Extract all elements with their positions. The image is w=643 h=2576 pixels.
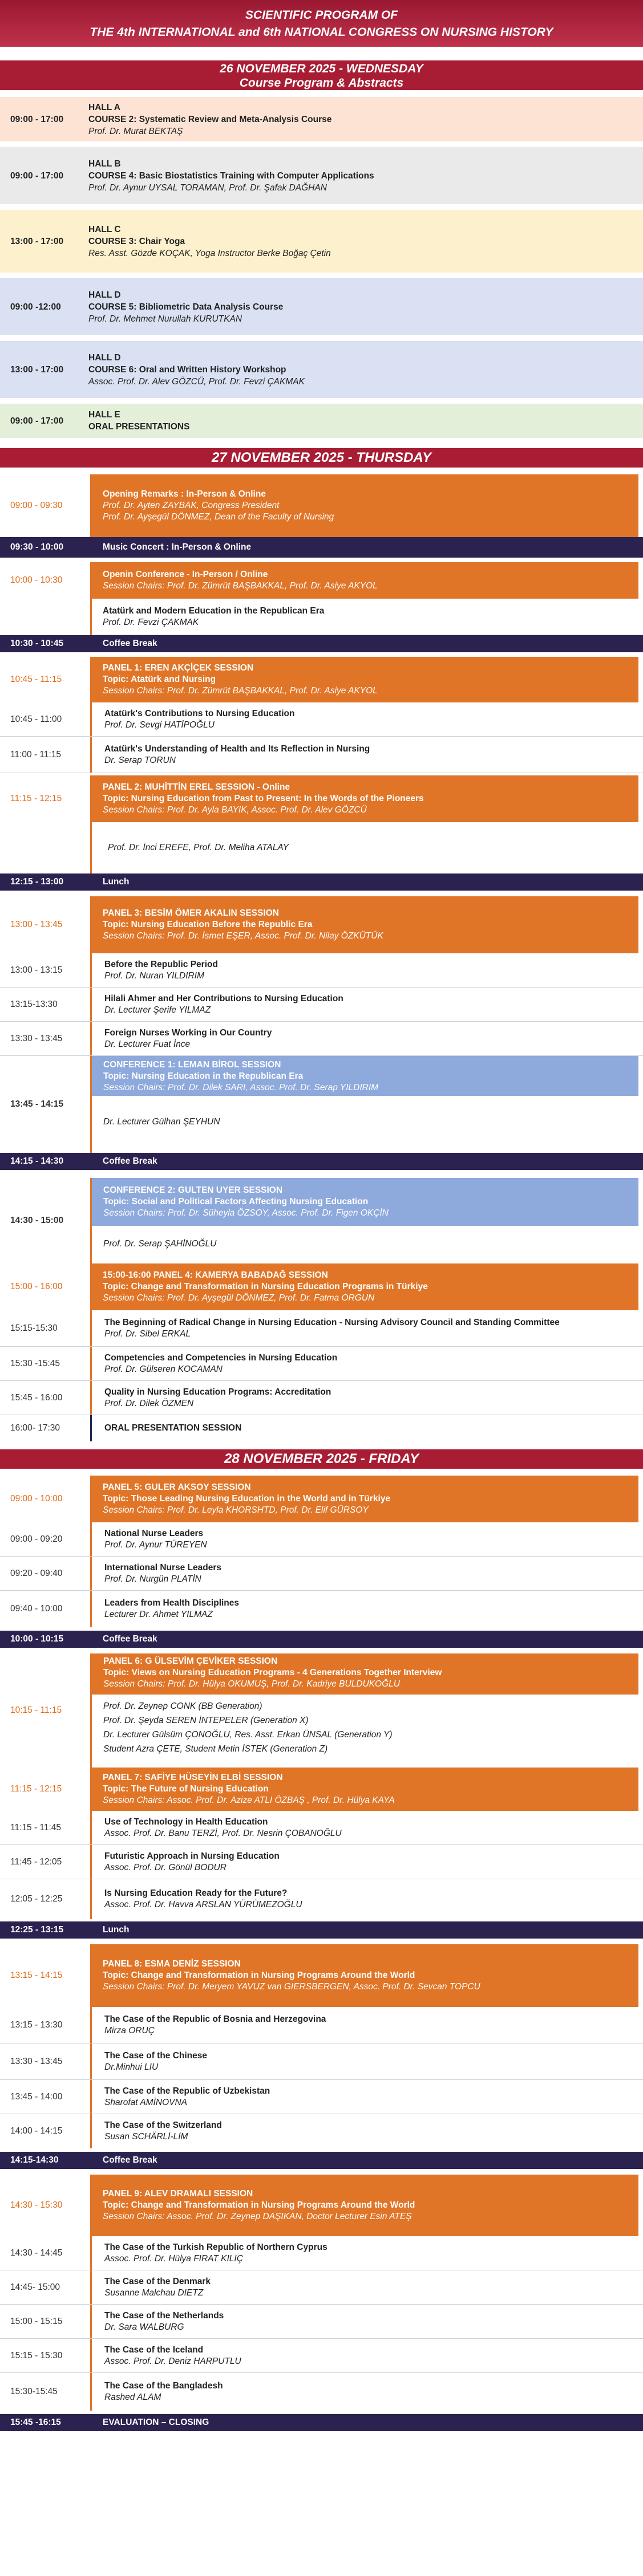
talk-row [0, 1557, 643, 1591]
talk-speaker: Assoc. Prof. Dr. Banu TERZİ, Prof. Dr. Nesrin ÇOBANOĞLU [104, 1828, 342, 1838]
session-time: 13:15 - 14:15 [10, 1970, 63, 1980]
talk-title: Foreign Nurses Working in Our Country [104, 1027, 272, 1038]
talk-speaker: Prof. Dr. Nurgün PLATİN [104, 1574, 201, 1584]
talk-speaker: Sharofat AMİNOVNA [104, 2097, 188, 2107]
talk-speaker: Susanne Malchau DIETZ [104, 2287, 204, 2298]
talk-time: 09:00 - 09:20 [10, 1534, 63, 1544]
course-time: 09:00 - 17:00 [10, 114, 64, 124]
break-row [0, 635, 643, 652]
session-row [0, 2175, 643, 2236]
talk-speaker: Prof. Dr. Aynur TÜREYEN [104, 1539, 207, 1550]
talk-title: Leaders from Health Disciplines [104, 1598, 240, 1608]
talk-speaker: Susan SCHÄRLİ-LİM [104, 2132, 188, 2142]
talk-title: The Case of the Turkish Republic of Northern Cyprus [104, 2242, 327, 2252]
talk-title: International Nurse Leaders [104, 1562, 222, 1573]
talk-time: 15:45 - 16:00 [10, 1392, 63, 1403]
session-title: Openin Conference - In-Person / Online [103, 570, 268, 579]
session-title: PANEL 9: ALEV DRAMALI SESSION [103, 2189, 253, 2199]
talk-row [0, 1879, 643, 1919]
conference-row [0, 1056, 643, 1153]
talk-speaker: Assoc. Prof. Dr. Havva ARSLAN YÜRÜMEZOĞLU [104, 1900, 302, 1909]
talk-time: 14:45- 15:00 [10, 2282, 60, 2292]
talk-row [0, 2043, 643, 2080]
break-row [0, 873, 643, 891]
talk-title: Futuristic Approach in Nursing Education [104, 1851, 280, 1861]
session-topic: Topic: Change and Transformation in Nursing Education Programs in Türkiye [103, 1282, 428, 1291]
course-hall: HALL B [88, 159, 121, 169]
panelist: Student Azra ÇETE, Student Metin İSTEK (Generation Z) [103, 1744, 328, 1754]
session-speaker: Prof. Dr. Serap ŞAHİNOĞLU [103, 1239, 217, 1249]
session-row [0, 775, 643, 822]
talk-time: 13:30 - 13:45 [10, 1033, 63, 1043]
talk-time: 13:45 - 14:00 [10, 2091, 63, 2102]
session-chairs: Session Chairs: Prof. Dr. Süheyla ÖZSOY, Assoc. Prof. Dr. Figen OKÇİN [103, 1208, 389, 1218]
session-time: 11:15 - 12:15 [10, 1784, 62, 1794]
talk-speaker: Prof. Dr. Sevgi HATİPOĞLU [104, 720, 215, 730]
talk-speaker: Prof. Dr. Sibel ERKAL [104, 1328, 191, 1339]
session-time: 14:30 - 15:30 [10, 2200, 63, 2210]
session-chairs: Session Chairs: Prof. Dr. Zümrüt BAŞBAKKAL, Prof. Dr. Asiye AKYOL [103, 686, 378, 696]
course-hall: HALL D [88, 352, 121, 363]
session-topic: Topic: Atatürk and Nursing [103, 675, 216, 684]
course-title: COURSE 2: Systematic Review and Meta-Analysis Course [88, 114, 332, 124]
talk-row [0, 2236, 643, 2270]
course-hall: HALL E [88, 410, 120, 420]
session-time: 10:45 - 11:15 [10, 675, 62, 684]
conference-row [0, 1178, 643, 1263]
talk-title: The Case of the Netherlands [104, 2310, 224, 2321]
break-time: 10:30 - 10:45 [10, 639, 64, 648]
talk-row [0, 988, 643, 1022]
talk-row [0, 1811, 643, 1845]
talk-title: Competencies and Competencies in Nursing Education [104, 1352, 338, 1363]
talk-time: 15:15-15:30 [10, 1323, 58, 1333]
talk-title: The Beginning of Radical Change in Nursing Education - Nursing Advisory Council and Standing Committee [104, 1317, 560, 1327]
course-people: Prof. Dr. Mehmet Nurullah KURUTKAN [88, 314, 242, 324]
break-title: Music Concert : In-Person & Online [103, 542, 252, 552]
talk-time: 15:15 - 15:30 [10, 2350, 63, 2360]
session-time: 15:00 - 16:00 [10, 1282, 63, 1291]
day2-title: 27 NOVEMBER 2025 - THURSDAY [212, 450, 431, 465]
session-time: 13:00 - 13:45 [10, 920, 63, 929]
talk-title: Atatürk's Contributions to Nursing Education [104, 708, 295, 718]
course-time: 09:00 - 17:00 [10, 416, 64, 426]
break-title: Coffee Break [103, 1156, 157, 1166]
session-time: 14:30 - 15:00 [10, 1216, 64, 1225]
session-time: 11:15 - 12:15 [10, 794, 62, 803]
break-time: 10:00 - 10:15 [10, 1634, 64, 1644]
talk-row [0, 2080, 643, 2114]
closing-time: 15:45 -16:15 [10, 2417, 61, 2427]
session-topic: Topic: Nursing Education Before the Republic Era [103, 920, 313, 929]
day1-title: 26 NOVEMBER 2025 - WEDNESDAY [220, 62, 423, 75]
talk-speaker: Prof. Dr. Gülseren KOCAMAN [104, 1364, 223, 1374]
session-title: ORAL PRESENTATION SESSION [104, 1423, 242, 1433]
course-people: Assoc. Prof. Dr. Alev GÖZCÜ, Prof. Dr. Fevzi ÇAKMAK [88, 376, 305, 387]
session-chairs: Session Chairs: Prof. Dr. Ayla BAYIK, Assoc. Prof. Dr. Alev GÖZCÜ [103, 805, 367, 815]
session-topic: Topic: Nursing Education in the Republican Era [103, 1071, 304, 1081]
break-title: Coffee Break [103, 2155, 157, 2165]
panelist: Dr. Lecturer Gülsüm ÇONOĞLU, Res. Asst. Erkan ÜNSAL (Generation Y) [103, 1730, 393, 1740]
talk-row [0, 1310, 643, 1347]
session-title: PANEL 6: G ÜLSEVİM ÇEVİKER SESSION [103, 1656, 278, 1666]
talk-time: 10:45 - 11:00 [10, 714, 62, 724]
course-title: COURSE 5: Bibliometric Data Analysis Course [88, 302, 284, 312]
course-title: ORAL PRESENTATIONS [88, 422, 190, 432]
talk-speaker: Assoc. Prof. Dr. Deniz HARPUTLU [104, 2356, 241, 2366]
talk-row [0, 2339, 643, 2373]
talk-row [0, 1522, 643, 1557]
session-row [0, 1476, 643, 1522]
talk-speaker: Assoc. Prof. Dr. Gönül BODUR [104, 1862, 227, 1872]
closing-title: EVALUATION – CLOSING [103, 2417, 209, 2427]
talk-row [0, 2114, 643, 2148]
session-row [0, 1768, 643, 1811]
session-topic: Topic: Social and Political Factors Affecting Nursing Education [103, 1197, 369, 1206]
session-time: 13:45 - 14:15 [10, 1099, 64, 1109]
talk-time: 13:00 - 13:15 [10, 965, 63, 975]
day1-subtitle: Course Program & Abstracts [239, 76, 404, 90]
session-chairs: Session Chairs: Assoc. Prof. Dr. Azize ATLI ÖZBAŞ , Prof. Dr. Hülya KAYA [103, 1795, 395, 1805]
session-row [0, 1415, 643, 1441]
talk-title: The Case of the Iceland [104, 2345, 204, 2355]
program-header [0, 0, 643, 47]
talk-title: Hilali Ahmer and Her Contributions to Nursing Education [104, 993, 343, 1003]
course-row [0, 278, 643, 335]
talk-row [0, 1381, 643, 1415]
session-row [0, 1263, 643, 1310]
talk-row [0, 2373, 643, 2411]
break-time: 14:15-14:30 [10, 2155, 59, 2165]
talk-title: Is Nursing Education Ready for the Future? [104, 1888, 288, 1898]
session-title: PANEL 1: EREN AKÇİÇEK SESSION [103, 663, 254, 673]
session-chairs: Session Chairs: Prof. Dr. İsmet EŞER, Assoc. Prof. Dr. Nilay ÖZKÜTÜK [103, 931, 383, 941]
talk-row [90, 822, 643, 873]
session-title: Opening Remarks : In-Person & Online [103, 489, 266, 499]
header-line-2: THE 4th INTERNATIONAL and 6th NATIONAL CONGRESS ON NURSING HISTORY [90, 26, 553, 39]
session-topic: Topic: The Future of Nursing Education [103, 1784, 269, 1794]
day3-band [0, 1449, 643, 1469]
talk-speaker: Prof. Dr. Nuran YILDIRIM [104, 970, 204, 981]
course-title: COURSE 4: Basic Biostatistics Training with Computer Applications [88, 170, 374, 181]
talk-row [0, 953, 643, 988]
talk-row [0, 702, 643, 737]
talk-time: 13:15 - 13:30 [10, 2020, 63, 2030]
course-title: COURSE 3: Chair Yoga [88, 236, 185, 246]
course-time: 13:00 - 17:00 [10, 236, 64, 246]
talk-speaker: Prof. Dr. İnci EREFE, Prof. Dr. Meliha ATALAY [108, 843, 289, 852]
talk-row [0, 2270, 643, 2305]
session-time: 09:00 - 09:30 [10, 501, 63, 510]
session-chairs: Session Chairs: Prof. Dr. Meryem YAVUZ van GIERSBERGEN, Assoc. Prof. Dr. Sevcan TOPCU [103, 1982, 480, 1992]
session-row [0, 474, 643, 537]
talk-time: 13:15-13:30 [10, 999, 58, 1009]
break-title: Coffee Break [103, 1634, 157, 1644]
talk-speaker: Dr. Sara WALBURG [104, 2322, 184, 2332]
talk-row [0, 1591, 643, 1627]
header-line-1: SCIENTIFIC PROGRAM OF [245, 9, 398, 22]
talk-time: 11:15 - 11:45 [10, 1822, 62, 1833]
break-time: 12:25 - 13:15 [10, 1925, 64, 1935]
session-title: PANEL 7: SAFİYE HÜSEYİN ELBİ SESSION [103, 1773, 283, 1782]
break-time: 12:15 - 13:00 [10, 877, 64, 887]
course-hall: HALL C [88, 224, 121, 234]
course-hall: HALL A [88, 102, 120, 112]
session-row [0, 896, 643, 953]
course-row [0, 404, 643, 438]
talk-time: 11:00 - 11:15 [10, 749, 62, 759]
break-row [0, 2152, 643, 2169]
break-row [0, 1921, 643, 1939]
session-speaker: Dr. Lecturer Gülhan ŞEYHUN [103, 1117, 220, 1127]
panelist: Prof. Dr. Zeynep CONK (BB Generation) [103, 1701, 262, 1711]
talk-time: 09:20 - 09:40 [10, 1568, 63, 1578]
session-time: 09:00 - 10:00 [10, 1494, 63, 1504]
course-people: Prof. Dr. Aynur UYSAL TORAMAN, Prof. Dr. Şafak DAĞHAN [88, 182, 327, 193]
course-title: COURSE 6: Oral and Written History Workshop [88, 364, 286, 375]
talk-title: Atatürk and Modern Education in the Republican Era [103, 606, 325, 616]
session-title: CONFERENCE 1: LEMAN BİROL SESSION [103, 1060, 281, 1070]
session-chairs: Session Chairs: Prof. Dr. Ayşegül DÖNMEZ, Prof. Dr. Fatma ORGUN [103, 1293, 375, 1303]
break-title: Coffee Break [103, 639, 157, 648]
session-row [0, 1944, 643, 2007]
talk-speaker: Dr. Serap TORUN [104, 755, 176, 765]
talk-speaker: Dr.Minhui LIU [104, 2062, 159, 2072]
talk-row [0, 1022, 643, 1056]
talk-title: The Case of the Switzerland [104, 2120, 222, 2130]
talk-speaker: Mirza ORUÇ [104, 2025, 155, 2035]
day3-title: 28 NOVEMBER 2025 - FRIDAY [224, 1451, 419, 1466]
talk-time: 15:30-15:45 [10, 2387, 58, 2396]
course-hall: HALL D [88, 290, 121, 300]
talk-title: Use of Technology in Health Education [104, 1817, 268, 1827]
talk-title: The Case of the Bangladesh [104, 2381, 223, 2391]
talk-title: Quality in Nursing Education Programs: Accreditation [104, 1387, 331, 1397]
talk-row [0, 2305, 643, 2339]
talk-title: National Nurse Leaders [104, 1528, 204, 1538]
break-time: 09:30 - 10:00 [10, 542, 64, 552]
talk-title: The Case of the Republic of Uzbekistan [104, 2086, 270, 2096]
session-title: 15:00-16:00 PANEL 4: KAMERYA BABADAĞ SESSION [103, 1270, 328, 1280]
break-row [0, 1153, 643, 1170]
panel-row [0, 1653, 643, 1768]
session-chairs: Session Chairs: Prof. Dr. Hülya OKUMUŞ, Prof. Dr. Kadriye BULDUKOĞLU [103, 1679, 400, 1689]
session-topic: Topic: Those Leading Nursing Education in the World and in Türkiye [103, 1494, 391, 1504]
course-row [0, 147, 643, 204]
talk-time: 11:45 - 12:05 [10, 1856, 62, 1867]
talk-speaker: Lecturer Dr. Ahmet YILMAZ [104, 1610, 213, 1619]
talk-speaker: Prof. Dr. Dilek ÖZMEN [104, 1398, 194, 1408]
talk-title: Before the Republic Period [104, 959, 218, 969]
talk-speaker: Dr. Lecturer Fuat İnce [104, 1039, 191, 1049]
talk-row [90, 599, 643, 635]
session-topic: Topic: Views on Nursing Education Programs - 4 Generations Together Interview [103, 1668, 442, 1677]
talk-row [0, 1347, 643, 1381]
talk-time: 13:30 - 13:45 [10, 2056, 63, 2066]
talk-time: 15:00 - 15:15 [10, 2316, 63, 2326]
break-title: Lunch [103, 1925, 130, 1935]
session-topic: Topic: Change and Transformation in Nursing Programs Around the World [103, 1970, 415, 1980]
session-topic: Topic: Change and Transformation in Nursing Programs Around the World [103, 2200, 415, 2210]
talk-time: 09:40 - 10:00 [10, 1604, 63, 1614]
closing-row [0, 2414, 643, 2431]
course-time: 09:00 -12:00 [10, 302, 61, 312]
session-chairs: Session Chairs: Prof. Dr. Zümrüt BAŞBAKKAL, Prof. Dr. Asiye AKYOL [103, 581, 378, 591]
session-chairs: Session Chairs: Prof. Dr. Dilek SARI, Assoc. Prof. Dr. Serap YILDIRIM [103, 1083, 379, 1092]
talk-time: 14:00 - 14:15 [10, 2126, 63, 2136]
talk-speaker: Rashed ALAM [104, 2392, 161, 2402]
course-people: Res. Asst. Gözde KOÇAK, Yoga Instructor Berke Boğaç Çetin [88, 248, 331, 258]
session-topic: Topic: Nursing Education from Past to Present: In the Words of the Pioneers [103, 794, 424, 803]
session-row [0, 562, 643, 599]
break-row [0, 1631, 643, 1648]
session-time: 10:15 - 11:15 [10, 1705, 62, 1715]
break-time: 14:15 - 14:30 [10, 1156, 64, 1166]
course-row [0, 97, 643, 141]
session-title: PANEL 8: ESMA DENİZ SESSION [103, 1959, 241, 1969]
course-time: 13:00 - 17:00 [10, 364, 64, 375]
session-title: CONFERENCE 2: GULTEN UYER SESSION [103, 1185, 283, 1195]
session-person: Prof. Dr. Ayten ZAYBAK, Congress President [103, 501, 280, 510]
talk-title: The Case of the Denmark [104, 2276, 211, 2286]
session-title: PANEL 2: MUHİTTİN EREL SESSION - Online [103, 782, 290, 792]
course-row [0, 341, 643, 398]
talk-time: 12:05 - 12:25 [10, 1894, 63, 1904]
session-row [0, 657, 643, 702]
talk-speaker: Assoc. Prof. Dr. Hülya FIRAT KILIÇ [104, 2253, 243, 2264]
talk-time: 14:30 - 14:45 [10, 2248, 63, 2258]
talk-title: Atatürk's Understanding of Health and Its Reflection in Nursing [104, 743, 370, 754]
session-time: 10:00 - 10:30 [10, 575, 63, 585]
course-people: Prof. Dr. Murat BEKTAŞ [88, 126, 183, 136]
session-chairs: Session Chairs: Assoc. Prof. Dr. Zeynep DAŞIKAN, Doctor Lecturer Esin ATEŞ [103, 2212, 412, 2221]
session-title: PANEL 5: GULER AKSOY SESSION [103, 1482, 251, 1492]
day1-band [0, 60, 643, 90]
talk-title: The Case of the Chinese [104, 2050, 208, 2061]
break-row [0, 537, 643, 558]
talk-row [0, 737, 643, 773]
session-title: PANEL 3: BESİM ÖMER AKALIN SESSION [103, 908, 279, 918]
session-time: 16:00- 17:30 [10, 1423, 60, 1433]
day2-band [0, 448, 643, 468]
talk-title: The Case of the Republic of Bosnia and Herzegovina [104, 2014, 326, 2024]
course-time: 09:00 - 17:00 [10, 170, 64, 181]
session-person: Prof. Dr. Ayşegül DÖNMEZ, Dean of the Faculty of Nursing [103, 512, 334, 522]
talk-speaker: Dr. Lecturer Şerife YILMAZ [104, 1005, 211, 1015]
talk-row [0, 2007, 643, 2043]
panelist: Prof. Dr. Şeyda SEREN İNTEPELER (Generation X) [103, 1716, 309, 1725]
talk-row [0, 1845, 643, 1879]
course-row [0, 210, 643, 273]
break-title: Lunch [103, 877, 130, 887]
talk-time: 15:30 -15:45 [10, 1358, 60, 1368]
session-chairs: Session Chairs: Prof. Dr. Leyla KHORSHTD, Prof. Dr. Elif GÜRSOY [103, 1505, 369, 1515]
talk-speaker: Prof. Dr. Fevzi ÇAKMAK [103, 617, 199, 627]
